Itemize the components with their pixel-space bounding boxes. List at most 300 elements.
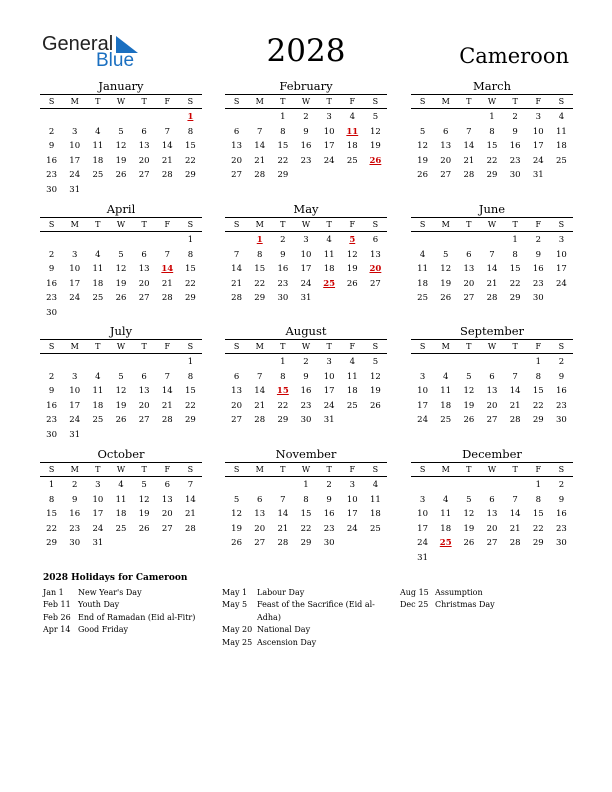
day-cell: 8 xyxy=(303,494,309,505)
day-cell: 29 xyxy=(254,293,266,304)
day-cell: 11 xyxy=(92,264,104,275)
day-cell: 27 xyxy=(440,170,452,181)
weekday-label: M xyxy=(441,342,450,351)
weekday-label: S xyxy=(372,342,379,351)
day-cell: 23 xyxy=(532,278,544,289)
day-cell: 19 xyxy=(463,400,475,411)
day-cell: 2 xyxy=(535,235,541,245)
day-cell: 8 xyxy=(512,249,518,260)
day-cell: 31 xyxy=(92,538,104,549)
weekday-label: T xyxy=(466,465,472,474)
holiday-column xyxy=(400,587,495,612)
day-cell: 19 xyxy=(115,155,127,166)
weekday-label: M xyxy=(70,97,79,106)
day-cell: 9 xyxy=(326,494,332,505)
day-cell: 18 xyxy=(440,523,452,534)
day-cell: 21 xyxy=(509,400,521,411)
day-cell: 28 xyxy=(161,415,173,426)
month-october xyxy=(40,447,202,551)
day-cell: 3 xyxy=(95,480,101,490)
holiday-entry xyxy=(400,587,495,599)
day-cell: 3 xyxy=(558,235,565,245)
day-cell: 6 xyxy=(141,371,147,382)
day-cell: 31 xyxy=(532,170,544,181)
day-cell: 6 xyxy=(141,126,147,137)
day-cell: 23 xyxy=(323,523,335,534)
day-cell: 18 xyxy=(417,278,428,289)
day-cell: 1 xyxy=(187,235,194,245)
empty-cell xyxy=(63,110,86,125)
day-cell: 5 xyxy=(118,371,124,382)
day-cell: 30 xyxy=(532,293,544,304)
month-august xyxy=(225,324,387,428)
weekday-label: S xyxy=(48,465,55,474)
weekday-label: S xyxy=(372,220,379,229)
weekday-label: S xyxy=(372,97,379,106)
day-cell: 13 xyxy=(138,264,150,275)
day-cell: 2 xyxy=(558,480,565,490)
day-cell: 10 xyxy=(69,386,81,397)
empty-cell xyxy=(225,110,248,125)
day-cell: 24 xyxy=(417,415,428,426)
day-cell: 12 xyxy=(463,386,475,397)
month-name: March xyxy=(473,79,511,93)
day-cell: 16 xyxy=(277,264,289,275)
day-cell: 17 xyxy=(323,386,335,397)
day-cell: 13 xyxy=(486,509,498,520)
day-cell: 29 xyxy=(185,293,196,304)
day-cell: 22 xyxy=(185,155,196,166)
empty-cell xyxy=(504,355,527,370)
day-cell: 3 xyxy=(303,235,309,245)
empty-cell xyxy=(411,110,434,125)
day-cell: 12 xyxy=(440,264,452,275)
day-cell: 20 xyxy=(231,400,242,411)
day-cell: 14 xyxy=(254,141,266,152)
day-cell: 20 xyxy=(138,278,150,289)
holiday-entry xyxy=(222,599,375,611)
day-cell: 7 xyxy=(233,249,240,260)
day-cell: 9 xyxy=(512,126,518,137)
holiday-name: National Day xyxy=(257,625,311,635)
weekday-label: W xyxy=(116,465,126,474)
day-cell: 24 xyxy=(323,155,335,166)
day-cell: 19 xyxy=(138,509,150,520)
day-cell: 18 xyxy=(115,509,127,520)
weekday-label: W xyxy=(116,97,126,106)
day-cell: 4 xyxy=(95,126,101,137)
day-cell: 4 xyxy=(372,480,379,490)
day-cell: 18 xyxy=(346,386,358,397)
day-cell: 7 xyxy=(257,371,263,382)
day-cell: 10 xyxy=(323,126,335,137)
day-cell: 6 xyxy=(141,249,147,260)
holiday-day-cell: 25 xyxy=(323,278,336,289)
day-cell: 1 xyxy=(535,480,541,490)
day-cell: 7 xyxy=(164,126,170,137)
day-cell: 28 xyxy=(231,293,242,304)
month-november xyxy=(225,447,387,551)
weekday-label: M xyxy=(70,465,79,474)
day-cell: 27 xyxy=(138,293,150,304)
day-cell: 22 xyxy=(185,278,196,289)
day-cell: 5 xyxy=(141,480,147,490)
weekday-label: W xyxy=(301,97,311,106)
weekday-label: T xyxy=(95,220,101,229)
weekday-label: W xyxy=(116,220,126,229)
day-cell: 22 xyxy=(300,523,312,534)
weekday-label: S xyxy=(558,220,565,229)
day-cell: 30 xyxy=(46,307,57,318)
day-cell: 22 xyxy=(46,523,57,534)
day-cell: 29 xyxy=(277,415,289,426)
day-cell: 25 xyxy=(440,415,452,426)
day-cell: 7 xyxy=(489,249,495,260)
day-cell: 27 xyxy=(138,170,150,181)
day-cell: 1 xyxy=(280,357,286,367)
day-cell: 7 xyxy=(187,480,194,490)
day-cell: 15 xyxy=(532,386,544,397)
day-cell: 4 xyxy=(443,371,449,382)
calendar-year: 2028 xyxy=(266,33,346,69)
weekday-label: M xyxy=(255,97,264,106)
day-cell: 18 xyxy=(440,400,452,411)
day-cell: 21 xyxy=(185,509,196,520)
day-cell: 24 xyxy=(69,415,81,426)
day-cell: 4 xyxy=(558,112,565,122)
day-cell: 24 xyxy=(69,293,81,304)
weekday-label: W xyxy=(301,465,311,474)
day-cell: 15 xyxy=(277,141,289,152)
day-cell: 25 xyxy=(370,523,381,534)
day-grid xyxy=(40,233,202,321)
day-cell: 26 xyxy=(370,400,381,411)
empty-cell xyxy=(434,233,457,248)
empty-cell xyxy=(411,355,434,370)
holiday-entry xyxy=(43,587,195,599)
holiday-day-cell: 14 xyxy=(161,264,174,275)
weekday-header xyxy=(411,217,573,232)
day-cell: 18 xyxy=(323,264,335,275)
day-cell: 7 xyxy=(280,494,286,505)
day-cell: 5 xyxy=(419,126,426,137)
day-cell: 10 xyxy=(417,509,428,520)
day-cell: 19 xyxy=(115,278,127,289)
holiday-entry xyxy=(222,587,375,599)
day-cell: 28 xyxy=(161,293,173,304)
weekday-label: T xyxy=(512,220,518,229)
day-cell: 8 xyxy=(535,494,541,505)
day-cell: 26 xyxy=(138,523,150,534)
day-cell: 6 xyxy=(233,371,240,382)
day-cell: 30 xyxy=(46,429,57,440)
month-name: February xyxy=(279,79,333,93)
day-cell: 19 xyxy=(370,141,381,152)
day-cell: 10 xyxy=(69,141,81,152)
day-cell: 13 xyxy=(231,386,242,397)
day-cell: 9 xyxy=(303,371,309,382)
day-cell: 2 xyxy=(558,357,565,367)
weekday-label: T xyxy=(512,465,518,474)
day-cell: 12 xyxy=(417,141,428,152)
day-cell: 25 xyxy=(115,523,127,534)
day-cell: 9 xyxy=(280,249,286,260)
weekday-label: S xyxy=(419,220,426,229)
day-cell: 1 xyxy=(535,357,541,367)
month-april xyxy=(40,202,202,321)
empty-cell xyxy=(434,355,457,370)
day-cell: 24 xyxy=(346,523,358,534)
day-cell: 2 xyxy=(72,480,78,490)
day-cell: 12 xyxy=(463,509,475,520)
empty-cell xyxy=(86,110,109,125)
weekday-label: F xyxy=(535,465,542,474)
weekday-label: S xyxy=(233,465,240,474)
weekday-label: F xyxy=(535,220,542,229)
day-cell: 26 xyxy=(463,415,475,426)
day-cell: 30 xyxy=(556,538,567,549)
day-cell: 12 xyxy=(370,371,381,382)
day-cell: 30 xyxy=(277,293,289,304)
weekday-label: T xyxy=(326,342,332,351)
weekday-label: F xyxy=(164,220,171,229)
day-cell: 17 xyxy=(417,523,428,534)
day-cell: 31 xyxy=(323,415,335,426)
day-cell: 10 xyxy=(323,371,335,382)
day-cell: 3 xyxy=(72,249,78,260)
empty-cell xyxy=(40,355,63,370)
day-cell: 14 xyxy=(463,141,475,152)
day-cell: 17 xyxy=(92,509,104,520)
day-cell: 3 xyxy=(72,371,78,382)
day-cell: 18 xyxy=(556,141,567,152)
country-name: Cameroon xyxy=(459,44,569,68)
day-cell: 25 xyxy=(556,155,567,166)
day-cell: 24 xyxy=(532,155,544,166)
holiday-name: Good Friday xyxy=(78,625,129,635)
month-september xyxy=(411,324,573,428)
day-cell: 13 xyxy=(463,264,475,275)
day-cell: 14 xyxy=(161,386,173,397)
day-cell: 22 xyxy=(509,278,521,289)
month-name: July xyxy=(109,324,133,338)
day-cell: 10 xyxy=(346,494,358,505)
month-name: April xyxy=(106,202,136,216)
day-cell: 12 xyxy=(231,509,242,520)
weekday-label: S xyxy=(233,97,240,106)
day-cell: 27 xyxy=(254,538,266,549)
day-cell: 26 xyxy=(463,538,475,549)
weekday-label: F xyxy=(164,465,171,474)
day-cell: 29 xyxy=(509,293,521,304)
day-cell: 23 xyxy=(300,155,312,166)
day-cell: 14 xyxy=(161,141,173,152)
weekday-label: T xyxy=(326,220,332,229)
day-cell: 17 xyxy=(417,400,428,411)
day-cell: 14 xyxy=(277,509,289,520)
day-cell: 3 xyxy=(326,112,332,122)
day-cell: 11 xyxy=(370,494,381,505)
day-cell: 6 xyxy=(233,126,240,137)
weekday-label: T xyxy=(141,220,147,229)
day-cell: 31 xyxy=(69,429,81,440)
day-cell: 4 xyxy=(95,371,101,382)
day-cell: 19 xyxy=(370,386,381,397)
day-grid xyxy=(40,110,202,198)
day-cell: 6 xyxy=(489,494,495,505)
empty-cell xyxy=(109,233,132,248)
day-cell: 10 xyxy=(556,249,567,260)
day-cell: 5 xyxy=(372,112,379,122)
day-cell: 20 xyxy=(254,523,266,534)
day-cell: 24 xyxy=(92,523,104,534)
weekday-label: M xyxy=(70,220,79,229)
day-cell: 12 xyxy=(115,386,127,397)
day-grid xyxy=(225,478,387,551)
day-cell: 20 xyxy=(231,155,242,166)
day-cell: 20 xyxy=(486,523,498,534)
day-cell: 30 xyxy=(509,170,521,181)
day-cell: 4 xyxy=(349,112,355,122)
day-cell: 12 xyxy=(138,494,150,505)
holiday-day-cell: 25 xyxy=(439,538,452,549)
day-cell: 8 xyxy=(187,371,194,382)
day-cell: 16 xyxy=(532,264,544,275)
day-cell: 1 xyxy=(303,480,309,490)
day-cell: 18 xyxy=(370,509,381,520)
weekday-label: S xyxy=(558,342,565,351)
day-cell: 16 xyxy=(509,141,521,152)
weekday-label: S xyxy=(187,465,194,474)
day-cell: 15 xyxy=(254,264,266,275)
day-cell: 20 xyxy=(440,155,452,166)
day-cell: 22 xyxy=(532,400,544,411)
day-cell: 26 xyxy=(346,278,358,289)
holiday-date: May 20 xyxy=(222,625,253,635)
empty-cell xyxy=(248,110,271,125)
day-cell: 17 xyxy=(69,400,81,411)
day-cell: 26 xyxy=(231,538,242,549)
holiday-name: Labour Day xyxy=(257,588,305,597)
day-cell: 30 xyxy=(46,184,57,195)
day-cell: 26 xyxy=(417,170,428,181)
day-cell: 25 xyxy=(92,415,104,426)
holiday-day-cell: 20 xyxy=(369,264,382,275)
empty-cell xyxy=(457,478,480,493)
day-cell: 7 xyxy=(512,371,518,382)
day-cell: 28 xyxy=(254,415,266,426)
weekday-label: T xyxy=(280,342,286,351)
day-cell: 2 xyxy=(512,112,518,122)
day-cell: 19 xyxy=(231,523,242,534)
weekday-label: T xyxy=(512,97,518,106)
holiday-day-cell: 15 xyxy=(276,386,289,397)
day-cell: 11 xyxy=(556,126,567,137)
weekday-label: F xyxy=(164,342,171,351)
day-cell: 9 xyxy=(558,494,565,505)
weekday-label: T xyxy=(141,342,147,351)
holiday-entry xyxy=(400,599,495,611)
holiday-column xyxy=(43,587,195,637)
day-cell: 27 xyxy=(231,415,242,426)
weekday-label: S xyxy=(419,97,426,106)
day-cell: 3 xyxy=(419,371,426,382)
day-cell: 30 xyxy=(300,415,312,426)
day-cell: 30 xyxy=(323,538,335,549)
day-cell: 12 xyxy=(115,264,127,275)
day-cell: 2 xyxy=(303,112,309,122)
holiday-date: May 25 xyxy=(222,637,253,647)
day-cell: 2 xyxy=(326,480,332,490)
day-cell: 15 xyxy=(185,141,196,152)
weekday-label: S xyxy=(187,342,194,351)
empty-cell xyxy=(156,355,179,370)
day-cell: 21 xyxy=(509,523,521,534)
day-cell: 1 xyxy=(187,357,194,367)
day-cell: 6 xyxy=(489,371,495,382)
day-cell: 3 xyxy=(349,480,355,490)
day-cell: 14 xyxy=(509,386,521,397)
day-cell: 23 xyxy=(46,170,57,181)
day-cell: 4 xyxy=(443,494,449,505)
weekday-label: S xyxy=(48,342,55,351)
weekday-label: S xyxy=(187,97,194,106)
day-cell: 24 xyxy=(417,538,428,549)
holiday-date: Aug 15 xyxy=(400,588,429,597)
day-cell: 25 xyxy=(92,170,104,181)
day-cell: 28 xyxy=(161,170,173,181)
day-cell: 8 xyxy=(48,494,55,505)
day-cell: 27 xyxy=(161,523,173,534)
day-cell: 15 xyxy=(185,264,196,275)
holiday-day-cell: 1 xyxy=(187,112,194,122)
day-cell: 9 xyxy=(48,264,55,275)
day-cell: 28 xyxy=(185,523,196,534)
day-cell: 13 xyxy=(486,386,498,397)
holiday-date: Feb 11 xyxy=(43,600,71,610)
holiday-date: May 1 xyxy=(222,588,248,597)
day-cell: 11 xyxy=(323,249,335,260)
day-cell: 10 xyxy=(69,264,81,275)
weekday-label: T xyxy=(326,97,332,106)
weekday-label: F xyxy=(349,97,356,106)
weekday-label: S xyxy=(48,97,55,106)
month-name: June xyxy=(478,202,506,216)
weekday-label: T xyxy=(326,465,332,474)
holiday-name: End of Ramadan (Eid al-Fitr) xyxy=(78,612,196,622)
day-cell: 5 xyxy=(466,371,472,382)
day-cell: 27 xyxy=(463,293,475,304)
day-cell: 27 xyxy=(231,170,242,181)
day-cell: 15 xyxy=(300,509,312,520)
day-grid xyxy=(411,355,573,428)
day-cell: 5 xyxy=(372,357,379,367)
weekday-label: T xyxy=(95,97,101,106)
empty-cell xyxy=(480,233,503,248)
day-cell: 23 xyxy=(277,278,289,289)
day-cell: 28 xyxy=(463,170,475,181)
day-cell: 26 xyxy=(115,170,127,181)
day-cell: 8 xyxy=(280,371,286,382)
holiday-name: Feast of the Sacrifice (Eid al- xyxy=(257,600,375,610)
weekday-label: S xyxy=(419,465,426,474)
empty-cell xyxy=(411,478,434,493)
holiday-name: Christmas Day xyxy=(435,600,495,610)
weekday-header xyxy=(40,339,202,354)
month-name: May xyxy=(293,202,319,216)
day-cell: 4 xyxy=(419,249,426,260)
empty-cell xyxy=(156,233,179,248)
